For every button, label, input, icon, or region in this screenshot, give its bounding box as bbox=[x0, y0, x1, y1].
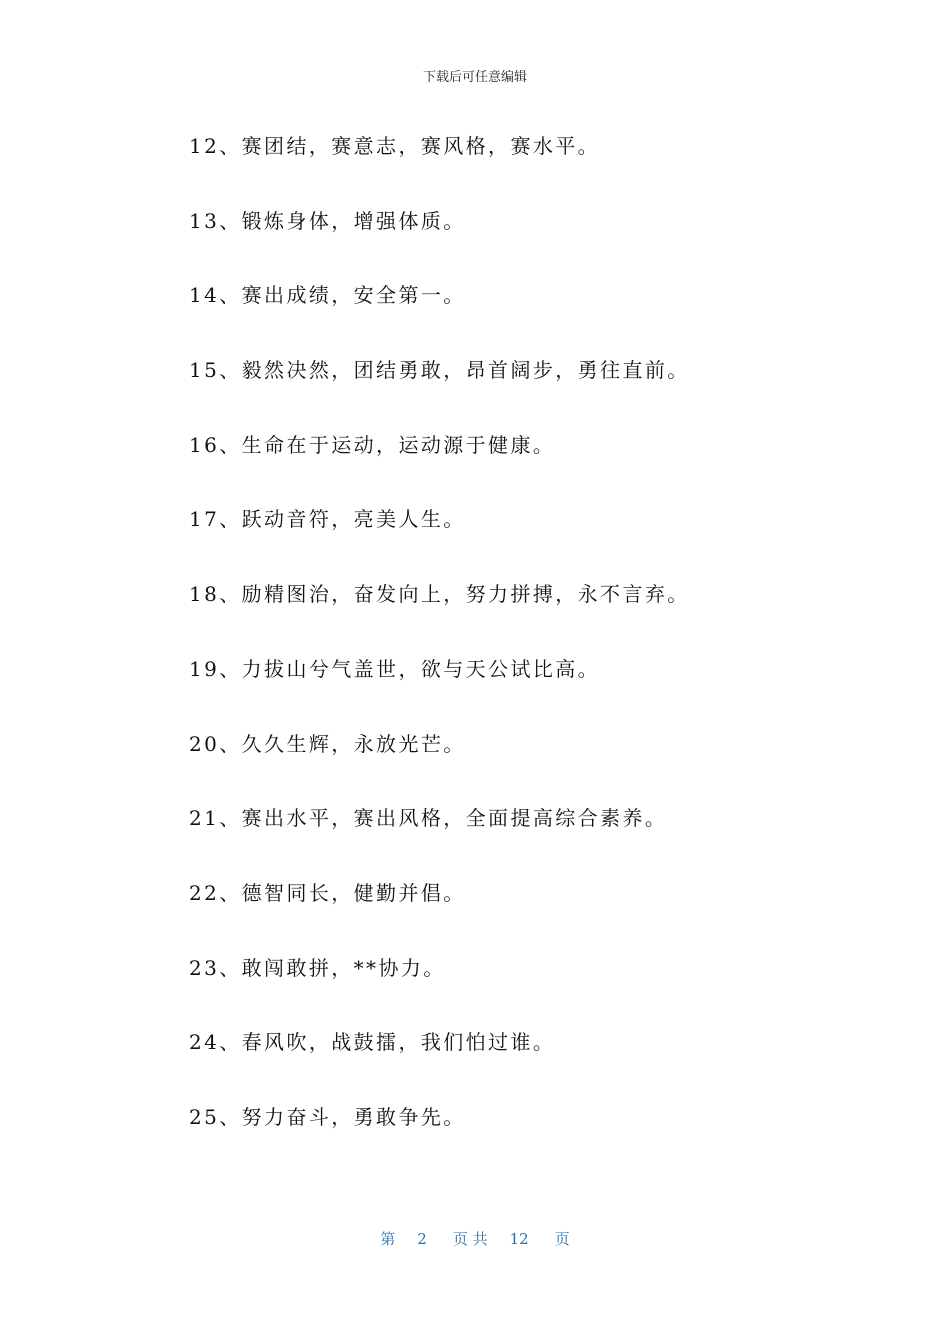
slogan-line-14: 14、赛出成绩，安全第一。 bbox=[189, 283, 466, 308]
slogan-line-13: 13、锻炼身体，增强体质。 bbox=[189, 208, 466, 233]
page-footer bbox=[0, 1228, 950, 1249]
page-label-mid: 页 共 bbox=[452, 1230, 488, 1248]
slogan-line-20: 20、久久生辉，永放光芒。 bbox=[189, 731, 466, 756]
total-pages-number: 12 bbox=[509, 1230, 529, 1248]
slogan-line-22: 22、德智同长，健勤并倡。 bbox=[189, 880, 466, 905]
slogan-line-15: 15、毅然决然，团结勇敢，昂首阔步，勇往直前。 bbox=[189, 358, 690, 383]
page-label-suffix: 页 bbox=[554, 1230, 570, 1248]
slogan-line-18: 18、励精图治，奋发向上，努力拼搏，永不言弃。 bbox=[189, 582, 690, 607]
slogan-line-21: 21、赛出水平，赛出风格，全面提高综合素养。 bbox=[189, 806, 668, 831]
slogan-line-24: 24、春风吹，战鼓擂，我们怕过谁。 bbox=[189, 1030, 556, 1055]
slogan-line-19: 19、力拔山兮气盖世，欲与天公试比高。 bbox=[189, 656, 601, 681]
slogan-line-12: 12、赛团结，赛意志，赛风格，赛水平。 bbox=[189, 134, 601, 158]
slogan-line-17: 17、跃动音符，亮美人生。 bbox=[189, 507, 466, 532]
header-note: 下载后可任意编辑 bbox=[422, 70, 527, 85]
slogan-line-23: 23、敢闯敢拼，**协力。 bbox=[189, 955, 446, 980]
current-page-number: 2 bbox=[417, 1230, 427, 1248]
document-body bbox=[189, 128, 889, 1174]
slogan-line-25: 25、努力奋斗，勇敢争先。 bbox=[189, 1104, 466, 1129]
page-label-prefix: 第 bbox=[380, 1230, 396, 1248]
slogan-line-16: 16、生命在于运动，运动源于健康。 bbox=[189, 432, 556, 457]
